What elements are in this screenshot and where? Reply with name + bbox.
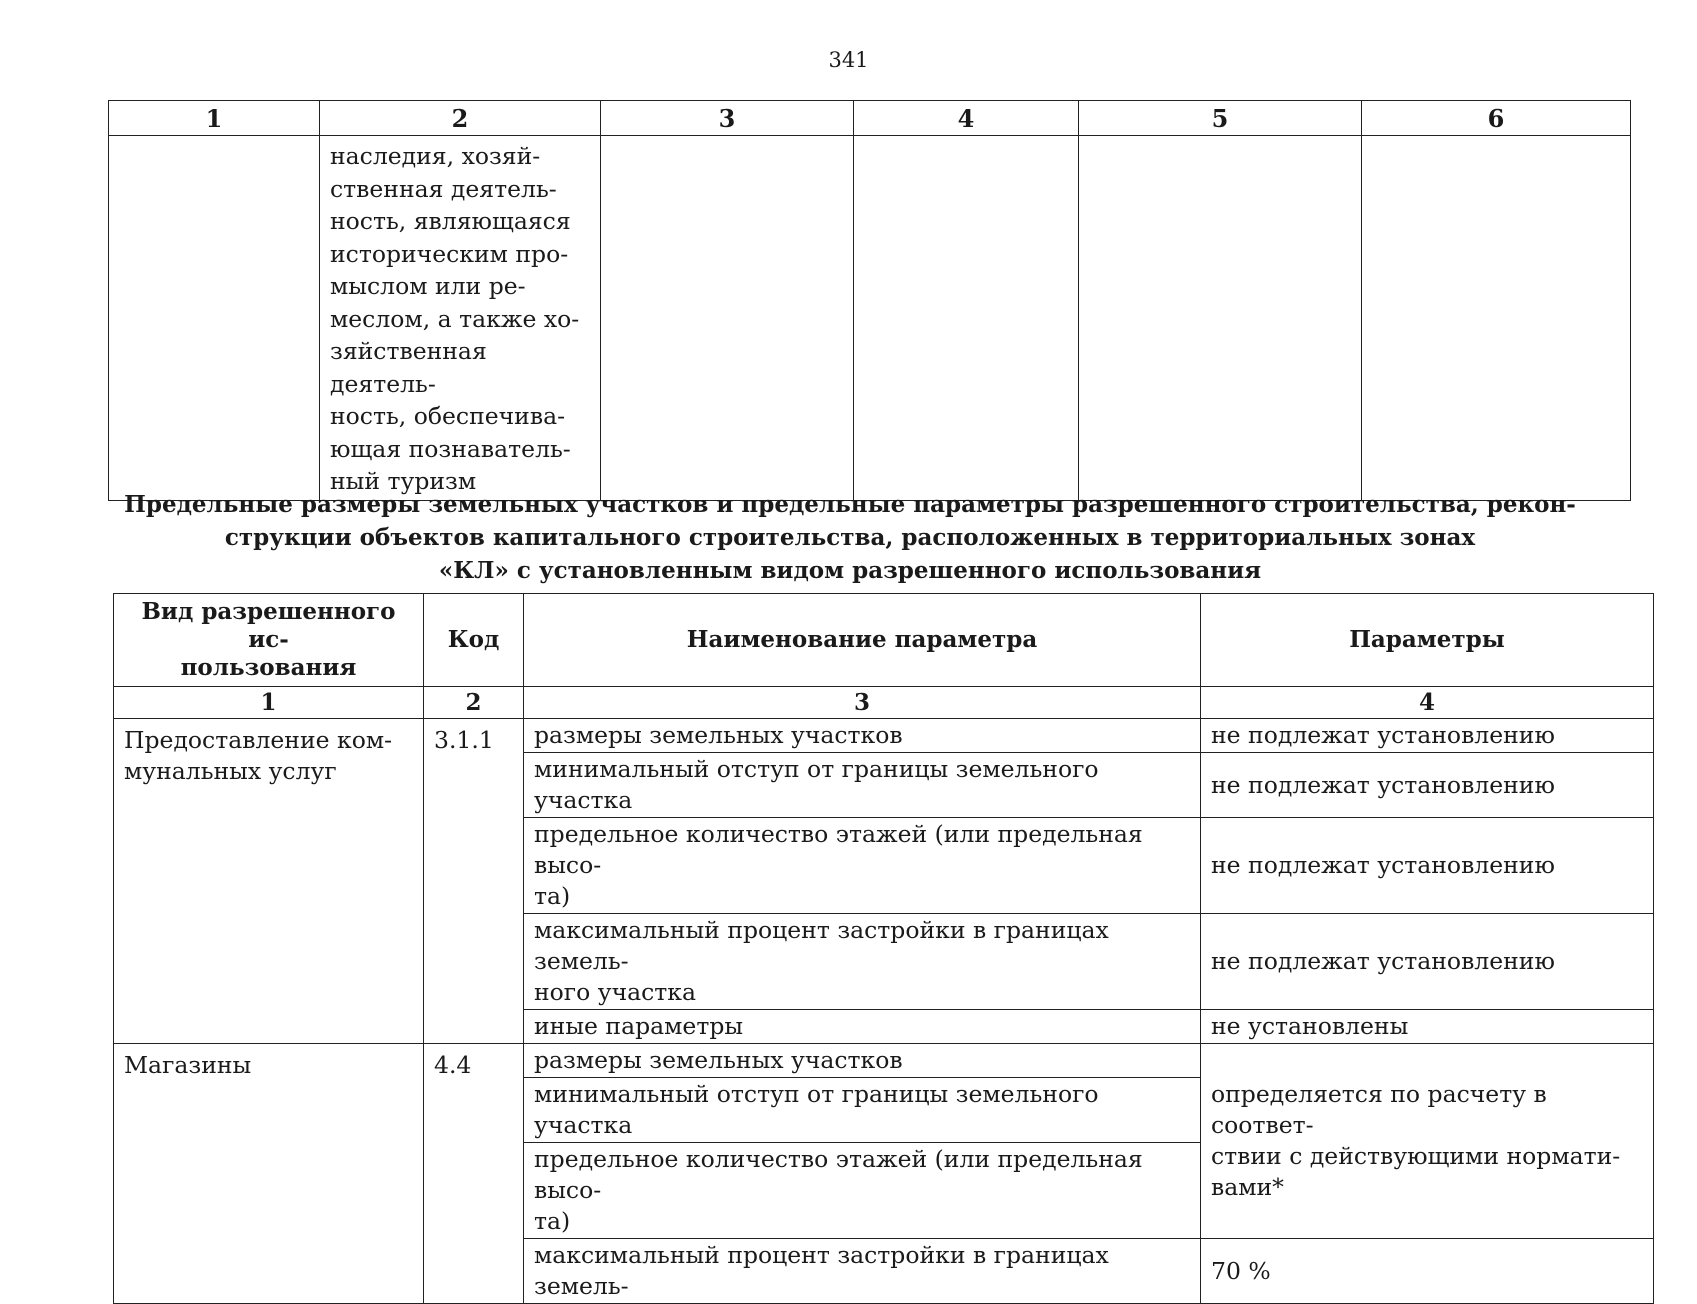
header-code: Код: [424, 594, 524, 687]
use-type-cell: Магазины: [114, 1044, 424, 1304]
column-number-1: 1: [109, 101, 320, 136]
column-number-6: 6: [1362, 101, 1631, 136]
parameter-value-cell: 70 %: [1201, 1239, 1654, 1304]
parameter-name-cell: максимальный процент застройки в границах земель-: [524, 1239, 1201, 1304]
column-number-4: 4: [854, 101, 1079, 136]
column-number-4: 4: [1201, 687, 1654, 719]
parameter-name-cell: предельное количество этажей (или предельная высо- та): [524, 1143, 1201, 1239]
parameters-table: [113, 593, 1654, 1304]
parameter-value-cell: не подлежат установлению: [1201, 719, 1654, 753]
parameter-value-cell: не установлены: [1201, 1010, 1654, 1044]
parameter-name-cell: размеры земельных участков: [524, 719, 1201, 753]
continuation-header-row: [109, 101, 1631, 136]
column-number-2: 2: [320, 101, 601, 136]
table-row: [114, 719, 1654, 753]
column-number-2: 2: [424, 687, 524, 719]
column-number-1: 1: [114, 687, 424, 719]
table-cell: [601, 136, 854, 501]
code-cell: 3.1.1: [424, 719, 524, 1044]
table-caption: Предельные размеры земельных участков и предельные параметры разрешенного строительства, рекон- струкции объектов капитального строительства, расположенных в территориальных зонах «КЛ» с установленным видом разрешенного использования: [124, 491, 1576, 584]
header-use-type: Вид разрешенного ис- пользования: [114, 594, 424, 687]
table-row: [114, 1044, 1654, 1078]
parameter-name-cell: иные параметры: [524, 1010, 1201, 1044]
use-type-cell: Предоставление ком- мунальных услуг: [114, 719, 424, 1044]
column-number-3: 3: [601, 101, 854, 136]
table-cell: [1079, 136, 1362, 501]
page-number: 341: [828, 48, 869, 72]
table-cell: [109, 136, 320, 501]
column-number-3: 3: [524, 687, 1201, 719]
continuation-table: [108, 100, 1631, 501]
parameter-value-cell: определяется по расчету в соответ- ствии с действующими нормати- вами*: [1201, 1044, 1654, 1239]
parameter-name-cell: максимальный процент застройки в границах земель- ного участка: [524, 914, 1201, 1010]
parameter-value-cell: не подлежат установлению: [1201, 753, 1654, 818]
parameter-value-cell: не подлежат установлению: [1201, 914, 1654, 1010]
header-row: [114, 594, 1654, 687]
column-number-5: 5: [1079, 101, 1362, 136]
code-cell: 4.4: [424, 1044, 524, 1304]
continuation-row: [109, 136, 1631, 501]
table-cell: [1362, 136, 1631, 501]
column-number-row: [114, 687, 1654, 719]
header-parameters: Параметры: [1201, 594, 1654, 687]
parameter-name-cell: предельное количество этажей (или предельная высо- та): [524, 818, 1201, 914]
parameter-name-cell: минимальный отступ от границы земельного участка: [524, 1078, 1201, 1143]
parameter-name-cell: минимальный отступ от границы земельного участка: [524, 753, 1201, 818]
parameter-value-cell: не подлежат установлению: [1201, 818, 1654, 914]
header-parameter-name: Наименование параметра: [524, 594, 1201, 687]
table-cell-text: наследия, хозяй- ственная деятель- ность, являющаяся историческим про- мыслом или ре- меслом, а также хо- зяйственная деятель- ность, обеспечива- ющая познаватель- ный туризм: [320, 136, 601, 501]
parameter-name-cell: размеры земельных участков: [524, 1044, 1201, 1078]
table-cell: [854, 136, 1079, 501]
